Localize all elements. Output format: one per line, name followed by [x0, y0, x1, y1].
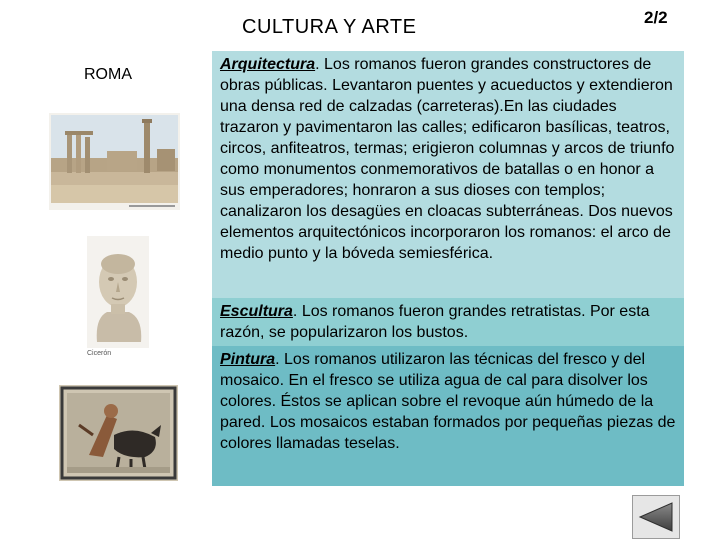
text-arquitectura: . Los romanos fueron grandes constructores de obras públicas. Levantaron puentes y acueductos y extendieron una densa red de calzadas (carreteras).En las ciudades trazaron y pavimentaron las calles; edificaron basílicas, teatros, circos, anfiteatros, termas; erigieron columnas y arcos de triunfo como monumentos conmemorativos de batallas o en honor a sus emperadores; honraron a sus dioses con templos; canalizaron los desagües en cloacas subterráneas. Dos nuevos elementos arquitectónicos incorporaron los romanos: el arco de medio punto y la bóveda semiesférica. [220, 56, 675, 262]
forum-ruins-image [49, 113, 180, 210]
back-arrow-icon [637, 501, 675, 533]
heading-pintura: Pintura [220, 351, 276, 368]
mosaic-image [59, 385, 178, 481]
text-escultura: . Los romanos fueron grandes retratistas. Por esta razón, se popularizaron los bustos. [220, 303, 650, 341]
page-number: 2/2 [644, 8, 668, 27]
section-label-roma: ROMA [84, 66, 132, 83]
text-pintura: . Los romanos utilizaron las técnicas del fresco y del mosaico. En el fresco se utiliza agua de cal para disolver los colores. Éstos se aplican sobre el revoque aún húmedo de la pared. Los mosaicos estaban formados por pequeñas piezas de colores llamadas teselas. [220, 351, 676, 452]
back-button[interactable] [632, 495, 680, 539]
panel-arquitectura [212, 51, 684, 298]
cicero-bust-image [85, 234, 151, 362]
bust-caption: Cicerón [87, 350, 112, 357]
heading-arquitectura: Arquitectura [220, 56, 316, 73]
slide-title: CULTURA Y ARTE [242, 16, 417, 38]
panel-pintura [212, 346, 684, 486]
heading-escultura: Escultura [220, 303, 293, 320]
panel-escultura [212, 298, 684, 346]
